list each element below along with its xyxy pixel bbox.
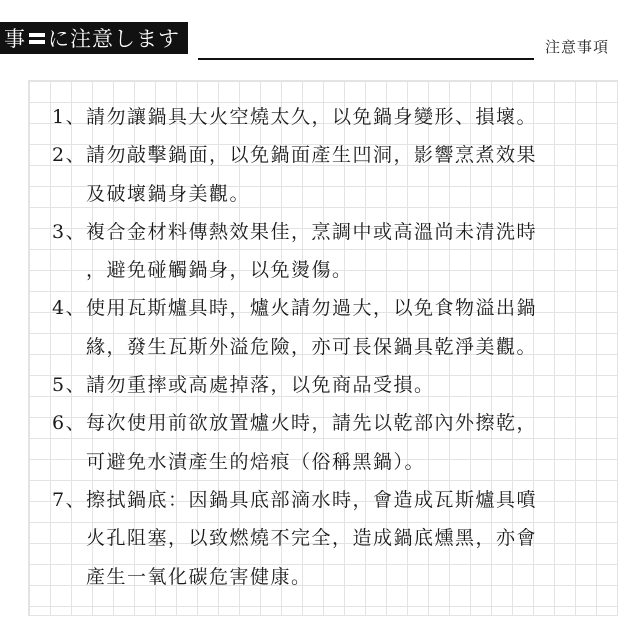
note-number: 4、 (52, 297, 87, 320)
section-subtitle: 注意事項 (545, 38, 610, 56)
note-number: 7、 (52, 488, 87, 511)
title-right: に注意します (48, 27, 180, 51)
note-text: 複合金材料傳熱效果佳，烹調中或高溫尚未清洗時 (86, 220, 538, 243)
note-text: 緣，發生瓦斯外溢危險，亦可長保鍋具乾淨美觀。 (86, 335, 538, 358)
note-text: 請勿讓鍋具大火空燒太久，以免鍋身變形、損壞。 (86, 106, 538, 128)
note-item (52, 136, 612, 213)
note-item (52, 404, 612, 481)
note-text: 每次使用前欲放置爐火時，請先以乾部內外擦乾， (86, 412, 538, 435)
note-number: 6、 (52, 412, 87, 435)
note-text: 可避免水漬產生的焙痕（俗稱黑鍋）。 (86, 450, 426, 473)
note-text: 火孔阻塞，以致燃燒不完全，造成鍋底燻黑，亦會 (86, 527, 538, 550)
note-number: 1、 (52, 106, 87, 128)
title-left: 事 (4, 27, 26, 51)
note-text: ，避免碰觸鍋身，以免燙傷。 (86, 259, 353, 282)
note-text: 擦拭鍋底：因鍋具底部滴水時，會造成瓦斯爐具噴 (86, 488, 538, 511)
header-divider (198, 58, 534, 60)
note-item (52, 98, 612, 136)
note-number: 2、 (52, 144, 87, 167)
note-number: 5、 (52, 374, 87, 397)
header (0, 18, 640, 56)
note-item (52, 213, 612, 290)
equals-icon (29, 31, 45, 45)
note-text: 產生一氧化碳危害健康。 (86, 565, 312, 588)
note-text: 請勿敲擊鍋面，以免鍋面產生凹洞，影響烹煮效果 (86, 144, 538, 167)
note-text: 請勿重摔或高處掉落，以免商品受損。 (86, 374, 435, 397)
note-text: 使用瓦斯爐具時，爐火請勿過大，以免食物溢出鍋 (86, 297, 538, 320)
note-text: 及破壞鍋身美觀。 (86, 182, 251, 205)
title-tab (0, 22, 188, 54)
care-notes-list (52, 98, 612, 596)
note-item (52, 481, 612, 596)
note-item (52, 366, 612, 404)
note-item (52, 289, 612, 366)
note-number: 3、 (52, 220, 87, 243)
